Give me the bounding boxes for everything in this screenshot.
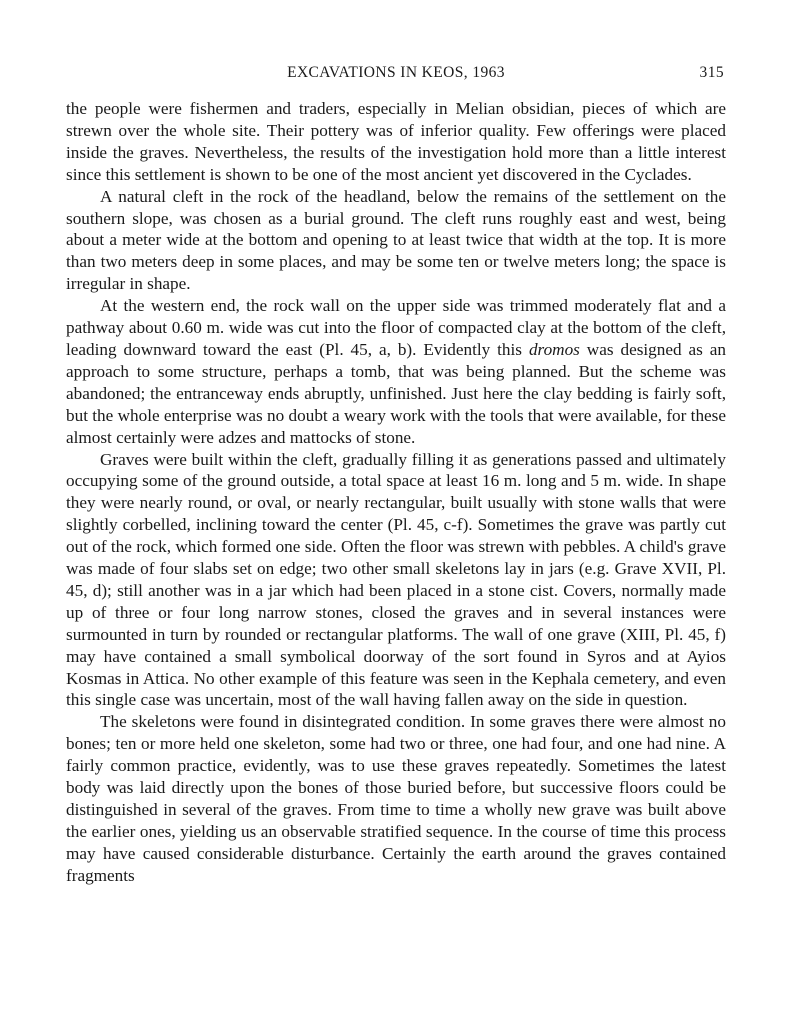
paragraph-1: the people were fishermen and traders, especially in Melian obsidian, pieces of which are strewn over the whole site. Their pottery was of inferior quality. Few offerings were placed inside the graves. Nevertheless, the results of the investigation hold more than a little interest since this settlement is shown to be one of the most ancient yet discovered in the Cyclades. xyxy=(66,99,726,184)
page-number: 315 xyxy=(699,64,724,81)
paragraph-3-text-a: At the western end, the rock wall on the upper side was trimmed moderately flat and a pathway about 0.60 m. wide was cut into the floor of compacted clay at the bottom of the cleft, leading downward toward the east (Pl. 45, a, b). Evidently this xyxy=(66,296,726,359)
paragraph-3 xyxy=(66,295,726,448)
paragraph-2: A natural cleft in the rock of the headland, below the remains of the settlement on the southern slope, was chosen as a burial ground. The cleft runs roughly east and west, being about a meter wide at the bottom and opening to at least twice that width at the top. It is more than two meters deep in some places, and may be some ten or twelve meters long; the space is irregular in shape. xyxy=(66,186,726,294)
body-text xyxy=(66,98,726,887)
running-title: EXCAVATIONS IN KEOS, 1963 xyxy=(287,64,505,81)
paragraph-5: The skeletons were found in disintegrated condition. In some graves there were almost no bones; ten or more held one skeleton, some had two or three, one had four, and one had nine. A fairly common practice, evidently, was to use these graves repeatedly. Sometimes the latest body was laid directly upon the bones of those buried before, but successive floors could be distinguished in several of the graves. From time to time a wholly new grave was built above the earlier ones, yielding us an observable stratified sequence. In the course of time this process may have caused considerable disturbance. Certainly the earth around the graves contained fragments xyxy=(66,712,726,885)
running-head xyxy=(66,60,726,86)
page xyxy=(66,60,726,887)
paragraph-4: Graves were built within the cleft, gradually filling it as generations passed and ultimately occupying some of the ground outside, a total space at least 16 m. long and 5 m. wide. In shape they were nearly round, or oval, or nearly rectangular, built usually with stone walls that were slightly corbelled, inclining toward the center (Pl. 45, c-f). Sometimes the grave was partly cut out of the rock, which formed one side. Often the floor was strewn with pebbles. A child's grave was made of four slabs set on edge; two other small skeletons lay in jars (e.g. Grave XVII, Pl. 45, d); still another was in a jar which had been placed in a stone cist. Covers, normally made up of three or four long narrow stones, closed the graves and in several instances were surmounted in turn by rounded or rectangular platforms. The wall of one grave (XIII, Pl. 45, f) may have contained a small symbolical doorway of the sort found in Syros and at Ayios Kosmas in Attica. No other example of this feature was seen in the Kephala cemetery, and even this single case was uncertain, most of the wall having fallen away on the side in question. xyxy=(66,449,726,710)
italic-term-dromos: dromos xyxy=(528,339,580,359)
paragraph-3-text-b: was designed as an approach to some structure, perhaps a tomb, that was being planned. But the scheme was abandoned; the entranceway ends abruptly, unfinished. Just here the clay bedding is fairly soft, but the whole enterprise was no doubt a weary work with the tools that were available, for these almost certainly were adzes and mattocks of stone. xyxy=(66,339,726,447)
